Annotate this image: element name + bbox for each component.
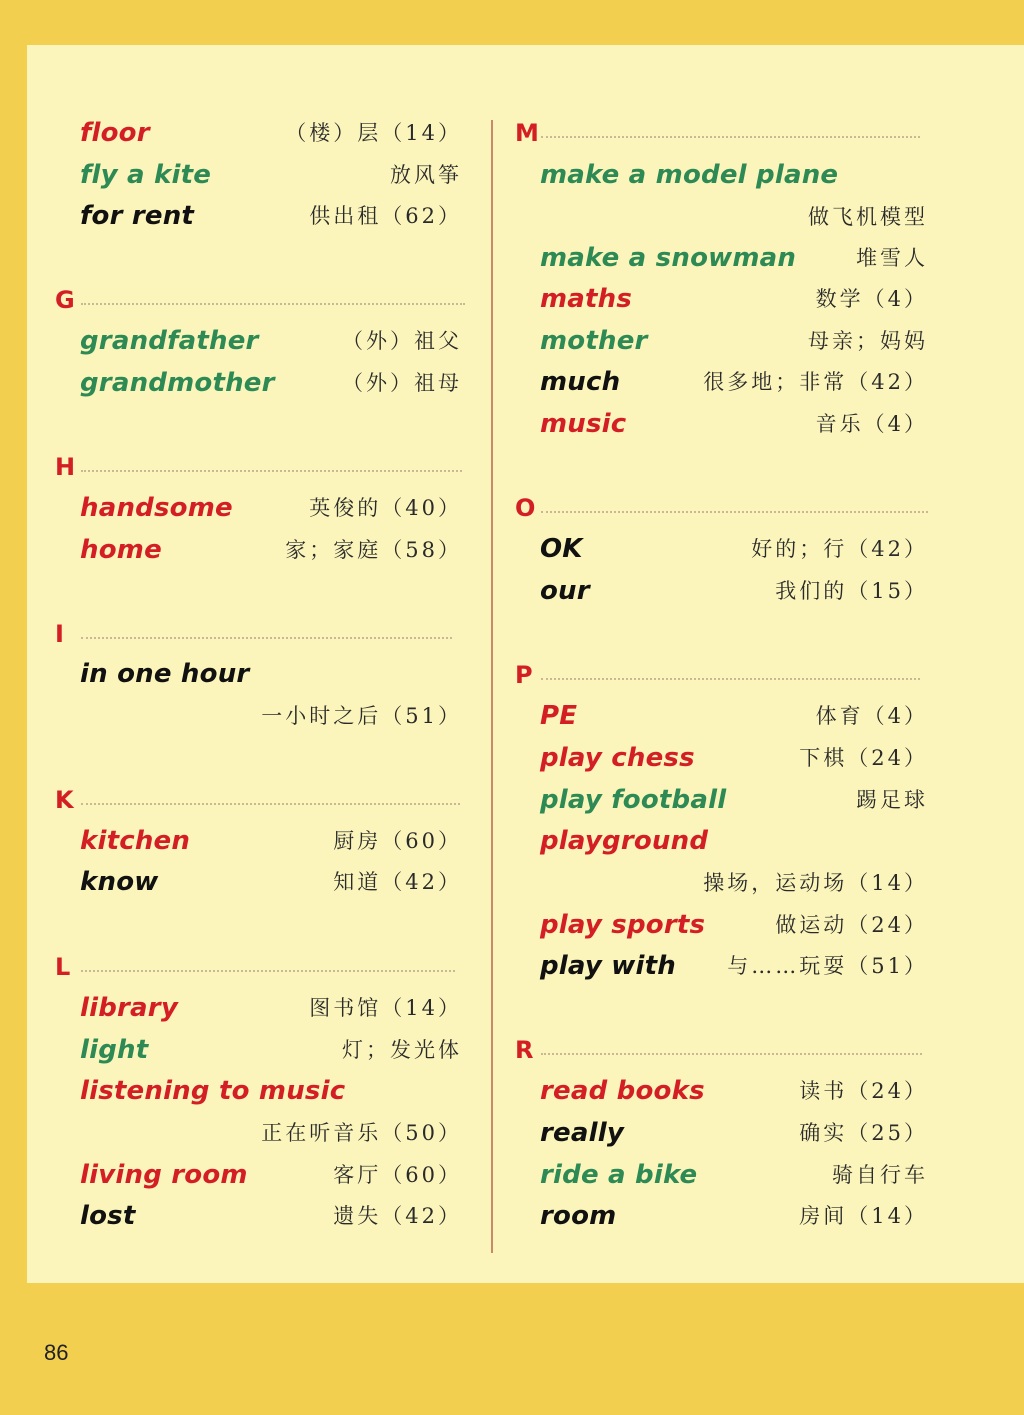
entry-english: play sports (540, 910, 706, 940)
section-dotted-rule (81, 470, 462, 472)
entry-chinese: （外）祖母 (342, 371, 462, 395)
entry-chinese: 正在听音乐（50） (261, 1121, 462, 1145)
entry-english: music (540, 409, 627, 439)
page-number: 86 (44, 1340, 69, 1365)
section-letter: M (515, 119, 539, 147)
entry-english: fly a kite (80, 160, 212, 190)
glossary-entry (540, 946, 928, 986)
section-letter: G (55, 286, 75, 314)
entry-english: in one hour (80, 659, 250, 689)
section-dotted-rule (541, 136, 920, 138)
entry-chinese: 我们的（15） (775, 579, 928, 603)
entry-english: light (80, 1035, 149, 1065)
glossary-entry (80, 1155, 462, 1195)
entry-english: handsome (80, 493, 233, 523)
glossary-entry (80, 1030, 462, 1070)
glossary-entry (540, 1113, 928, 1153)
section-dotted-rule (81, 803, 460, 805)
glossary-entry (80, 530, 462, 570)
entry-english: read books (540, 1076, 705, 1106)
entry-english: PE (540, 701, 578, 731)
glossary-entry (80, 321, 462, 361)
entry-chinese: 读书（24） (799, 1079, 928, 1103)
entry-english: floor (80, 118, 150, 148)
entry-english: much (540, 367, 621, 397)
entry-chinese: 供出租（62） (309, 204, 462, 228)
section-letter: H (55, 453, 76, 481)
section-dotted-rule (541, 678, 920, 680)
entry-chinese: 堆雪人 (856, 246, 928, 270)
section-letter: R (515, 1036, 534, 1064)
entry-english: library (80, 993, 178, 1023)
entry-chinese: 知道（42） (333, 870, 462, 894)
glossary-entry (540, 1196, 928, 1236)
entry-chinese: 客厅（60） (333, 1163, 462, 1187)
entry-english: play chess (540, 743, 695, 773)
entry-english: ride a bike (540, 1160, 698, 1190)
glossary-entry (540, 1071, 928, 1111)
glossary-entry (540, 696, 928, 736)
entry-english: play football (540, 785, 727, 815)
entry-english: lost (80, 1201, 136, 1231)
glossary-entry (540, 529, 928, 569)
glossary-entry (80, 155, 462, 195)
section-dotted-rule (81, 970, 455, 972)
glossary-entry (540, 321, 928, 361)
entry-english: room (540, 1201, 617, 1231)
entry-english: listening to music (80, 1076, 346, 1106)
glossary-entry (540, 279, 928, 319)
entry-english: play with (540, 951, 676, 981)
entry-chinese: 与……玩耍（51） (727, 954, 928, 978)
entry-english: maths (540, 284, 633, 314)
entry-english: playground (540, 826, 709, 856)
entry-chinese: 做飞机模型 (808, 205, 928, 229)
glossary-entry (80, 988, 462, 1028)
entry-chinese: 放风筝 (390, 163, 462, 187)
entry-english: grandfather (80, 326, 259, 356)
glossary-entry (80, 821, 462, 861)
section-dotted-rule (81, 303, 465, 305)
entry-chinese: 数学（4） (815, 287, 928, 311)
entry-chinese: 踢足球 (856, 788, 928, 812)
entry-english: grandmother (80, 368, 275, 398)
entry-chinese: 很多地；非常（42） (703, 370, 928, 394)
glossary-entry (540, 821, 928, 895)
section-dotted-rule (541, 511, 928, 513)
entry-chinese: 下棋（24） (799, 746, 928, 770)
entry-english: mother (540, 326, 648, 356)
glossary-entry (80, 363, 462, 403)
glossary-entry (80, 654, 462, 728)
entry-chinese: 英俊的（40） (309, 496, 462, 520)
glossary-entry (80, 1196, 462, 1236)
section-letter: O (515, 494, 536, 522)
entry-chinese: 做运动（24） (775, 913, 928, 937)
entry-chinese: 厨房（60） (333, 829, 462, 853)
entry-chinese: 遗失（42） (333, 1204, 462, 1228)
glossary-entry (80, 1071, 462, 1145)
glossary-entry (540, 238, 928, 278)
entry-chinese: 操场，运动场（14） (703, 871, 928, 895)
entry-english: home (80, 535, 162, 565)
entry-english: kitchen (80, 826, 191, 856)
glossary-entry (540, 404, 928, 444)
entry-chinese: 母亲；妈妈 (808, 329, 928, 353)
glossary-entry (540, 780, 928, 820)
entry-english: make a snowman (540, 243, 797, 273)
section-letter: P (515, 661, 533, 689)
entry-chinese: 灯；发光体 (342, 1038, 462, 1062)
entry-english: know (80, 867, 159, 897)
entry-chinese: （楼）层（14） (285, 121, 462, 145)
glossary-entry (80, 196, 462, 236)
section-dotted-rule (81, 637, 452, 639)
entry-chinese: （外）祖父 (342, 329, 462, 353)
glossary-entry (540, 738, 928, 778)
section-dotted-rule (541, 1053, 922, 1055)
glossary-entry (540, 905, 928, 945)
entry-english: for rent (80, 201, 195, 231)
section-letter: L (55, 953, 71, 981)
section-letter: K (55, 786, 74, 814)
section-letter: I (55, 620, 64, 648)
entry-chinese: 体育（4） (815, 704, 928, 728)
entry-english: make a model plane (540, 160, 839, 190)
entry-chinese: 房间（14） (799, 1204, 928, 1228)
entry-chinese: 骑自行车 (832, 1163, 928, 1187)
entry-chinese: 一小时之后（51） (261, 704, 462, 728)
glossary-entry (540, 155, 928, 229)
glossary-entry (80, 113, 462, 153)
glossary-entry (540, 1155, 928, 1195)
entry-chinese: 好的；行（42） (751, 537, 928, 561)
entry-chinese: 音乐（4） (815, 412, 928, 436)
entry-chinese: 家；家庭（58） (285, 538, 462, 562)
entry-chinese: 图书馆（14） (309, 996, 462, 1020)
entry-english: living room (80, 1160, 248, 1190)
entry-chinese: 确实（25） (799, 1121, 928, 1145)
glossary-entry (540, 571, 928, 611)
column-divider (491, 120, 493, 1253)
glossary-entry (80, 862, 462, 902)
entry-english: really (540, 1118, 624, 1148)
entry-english: OK (540, 534, 583, 564)
glossary-entry (540, 362, 928, 402)
entry-english: our (540, 576, 590, 606)
glossary-entry (80, 488, 462, 528)
